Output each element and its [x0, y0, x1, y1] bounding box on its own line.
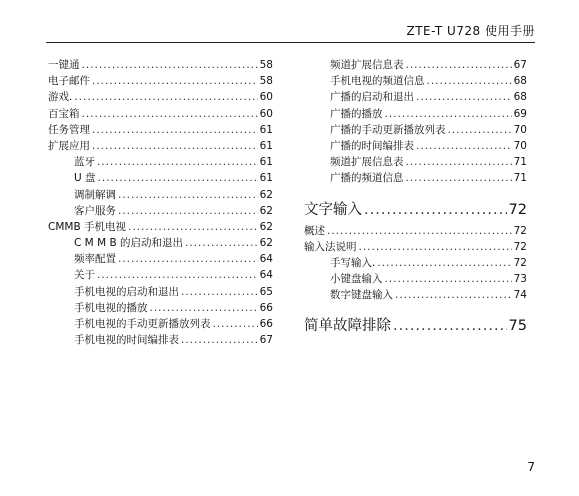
toc-dot-leader [406, 170, 512, 186]
toc-entry[interactable] [304, 89, 527, 105]
toc-entry-label: 手机电视的手动更新播放列表 [74, 318, 211, 330]
toc-entry-label: 客户服务 [74, 204, 116, 217]
toc-entry-page: 62 [259, 220, 273, 233]
toc-entry[interactable] [48, 316, 273, 332]
toc-entry-label: 数字键盘输入 [330, 289, 393, 302]
toc-entry[interactable] [304, 223, 527, 239]
toc-entry-label: 广播的播放 [330, 107, 383, 120]
toc-entry-label: 百宝箱 [48, 107, 80, 120]
toc-entry-page: 67 [259, 334, 273, 347]
toc-entry-label: 频率配置 [74, 253, 116, 266]
toc-entry[interactable] [304, 170, 527, 186]
toc-entry-label: 电子邮件 [48, 75, 90, 88]
toc-entry-page: 65 [259, 285, 273, 298]
toc-dot-leader [97, 267, 258, 283]
toc-entry[interactable] [48, 251, 273, 267]
toc-entry-page: 58 [259, 75, 273, 88]
toc-entry-page: 74 [513, 289, 527, 302]
toc-entry[interactable] [48, 203, 273, 219]
toc-entry-label: 频道扩展信息表 [330, 156, 404, 169]
toc-entry-page: 62 [259, 188, 273, 201]
toc-entry[interactable] [48, 106, 273, 122]
toc-entry[interactable] [304, 271, 527, 287]
toc-entry-page: 69 [513, 107, 527, 120]
toc-entry-page: 72 [513, 224, 527, 237]
toc-dot-leader [416, 89, 512, 105]
toc-entry-page: 73 [513, 273, 527, 286]
toc-entry[interactable] [48, 57, 273, 73]
page-header-title: ZTE-T U728 使用手册 [406, 24, 535, 38]
toc-entry-label: 广播的手动更新播放列表 [330, 123, 446, 136]
toc-entry[interactable] [48, 332, 273, 348]
toc-right-column [304, 57, 527, 339]
toc-entry[interactable] [48, 73, 273, 89]
toc-entry[interactable] [48, 219, 273, 235]
toc-entry-label: 手机电视的启动和退出 [74, 285, 179, 298]
toc-entry[interactable] [48, 300, 273, 316]
toc-dot-leader [427, 73, 512, 89]
toc-dot-leader [150, 300, 258, 316]
toc-dot-leader [393, 316, 507, 336]
toc-entry-page: 72 [513, 256, 527, 269]
toc-entry-page: 70 [513, 139, 527, 152]
toc-entry[interactable] [48, 89, 273, 105]
toc-entry[interactable] [48, 187, 273, 203]
toc-entry-label: 任务管理 [48, 123, 90, 136]
toc-entry-label: 输入法说明 [304, 240, 357, 253]
toc-dot-leader [385, 271, 512, 287]
toc-dot-leader [128, 219, 258, 235]
toc-entry-label: 文字输入 [304, 201, 362, 218]
toc-entry-label: 简单故障排除 [304, 318, 391, 335]
toc-entry[interactable] [48, 267, 273, 283]
toc-entry-label: 扩展应用 [48, 139, 90, 152]
toc-entry[interactable] [48, 284, 273, 300]
toc-entry-label: 广播的时间编排表 [330, 139, 414, 152]
toc-dot-leader [395, 287, 512, 303]
toc-entry[interactable] [48, 154, 273, 170]
toc-entry-page: 61 [259, 139, 273, 152]
toc-dot-leader [416, 138, 512, 154]
toc-dot-leader [92, 122, 258, 138]
toc-entry-label: 广播的启动和退出 [330, 91, 414, 104]
toc-entry-page: 64 [259, 253, 273, 266]
toc-entry[interactable] [304, 239, 527, 255]
toc-entry[interactable] [304, 73, 527, 89]
toc-dot-leader [118, 251, 258, 267]
toc-entry-label: 手写输入. [330, 256, 376, 269]
toc-left-column [48, 57, 273, 348]
section-spacer [304, 303, 527, 316]
toc-dot-leader [92, 138, 258, 154]
toc-dot-leader [377, 255, 511, 271]
toc-entry[interactable] [48, 235, 273, 251]
section-spacer [304, 187, 527, 200]
toc-entry-page: 64 [259, 269, 273, 282]
toc-dot-leader [364, 200, 507, 220]
toc-entry-page: 66 [259, 318, 273, 330]
toc-entry-page: 61 [259, 156, 273, 169]
toc-entry-label: 小键盘输入 [330, 273, 383, 286]
toc-chapter-entry[interactable] [304, 200, 527, 220]
toc-entry-page: 71 [513, 156, 527, 169]
header-rule [46, 42, 535, 43]
toc-entry-label: 概述 [304, 224, 325, 237]
toc-entry[interactable] [304, 154, 527, 170]
toc-entry-page: 66 [259, 301, 273, 314]
toc-dot-leader [92, 73, 258, 89]
toc-dot-leader [118, 187, 258, 203]
toc-entry-page: 75 [508, 318, 527, 335]
toc-entry-label: 调制解调 [74, 188, 116, 201]
toc-entry-page: 61 [259, 172, 273, 185]
toc-entry-page: 71 [513, 172, 527, 185]
toc-entry-label: U 盘 [74, 172, 96, 185]
toc-entry-label: 一键通 [48, 59, 80, 71]
toc-entry-label: 手机电视的频道信息 [330, 75, 425, 88]
toc-dot-leader [82, 57, 258, 73]
toc-dot-leader [181, 332, 258, 348]
toc-entry-page: 72 [513, 240, 527, 253]
toc-entry[interactable] [304, 138, 527, 154]
toc-entry[interactable] [48, 138, 273, 154]
toc-entry-page: 68 [513, 91, 527, 104]
toc-dot-leader [448, 122, 512, 138]
toc-dot-leader [359, 239, 512, 255]
section-spacer [304, 336, 527, 339]
toc-entry-label: 手机电视的播放 [74, 301, 148, 314]
toc-entry-label: 游戏. [48, 91, 73, 104]
toc-entry-label: CMMB 手机电视 [48, 220, 126, 233]
toc-entry-page: 60 [259, 91, 273, 104]
toc-dot-leader [74, 89, 257, 105]
toc-entry-label: 广播的频道信息 [330, 172, 404, 185]
toc-chapter-entry[interactable] [304, 316, 527, 336]
toc-entry[interactable] [304, 287, 527, 303]
toc-entry[interactable] [304, 255, 527, 271]
toc-entry[interactable] [304, 57, 527, 73]
toc-entry-label: 蓝牙 [74, 156, 95, 169]
toc-dot-leader [181, 284, 258, 300]
toc-dot-leader [406, 57, 512, 73]
toc-entry-page: 62 [259, 204, 273, 217]
toc-dot-leader [385, 106, 512, 122]
toc-entry-label: 频道扩展信息表 [330, 59, 404, 71]
toc-dot-leader [213, 316, 258, 332]
toc-entry-page: 62 [259, 237, 273, 250]
toc-entry-page: 61 [259, 123, 273, 136]
toc-entry[interactable] [48, 122, 273, 138]
toc-dot-leader [97, 154, 258, 170]
toc-entry[interactable] [304, 106, 527, 122]
toc-entry-page: 60 [259, 107, 273, 120]
toc-entry[interactable] [304, 122, 527, 138]
page-number: 7 [527, 460, 535, 474]
toc-entry-page: 70 [513, 123, 527, 136]
toc-entry-page: 67 [513, 59, 527, 71]
toc-dot-leader [185, 235, 258, 251]
toc-dot-leader [406, 154, 512, 170]
toc-dot-leader [98, 170, 258, 186]
toc-dot-leader [82, 106, 258, 122]
toc-entry[interactable] [48, 170, 273, 186]
toc-entry-label: 关于 [74, 269, 95, 282]
toc-entry-label: C M M B 的启动和退出 [74, 237, 184, 250]
toc-entry-page: 72 [508, 201, 527, 218]
toc-entry-label: 手机电视的时间编排表 [74, 334, 179, 347]
toc-dot-leader [118, 203, 258, 219]
toc-dot-leader [327, 223, 512, 239]
toc-entry-page: 68 [513, 75, 527, 88]
toc-entry-page: 58 [259, 59, 273, 71]
